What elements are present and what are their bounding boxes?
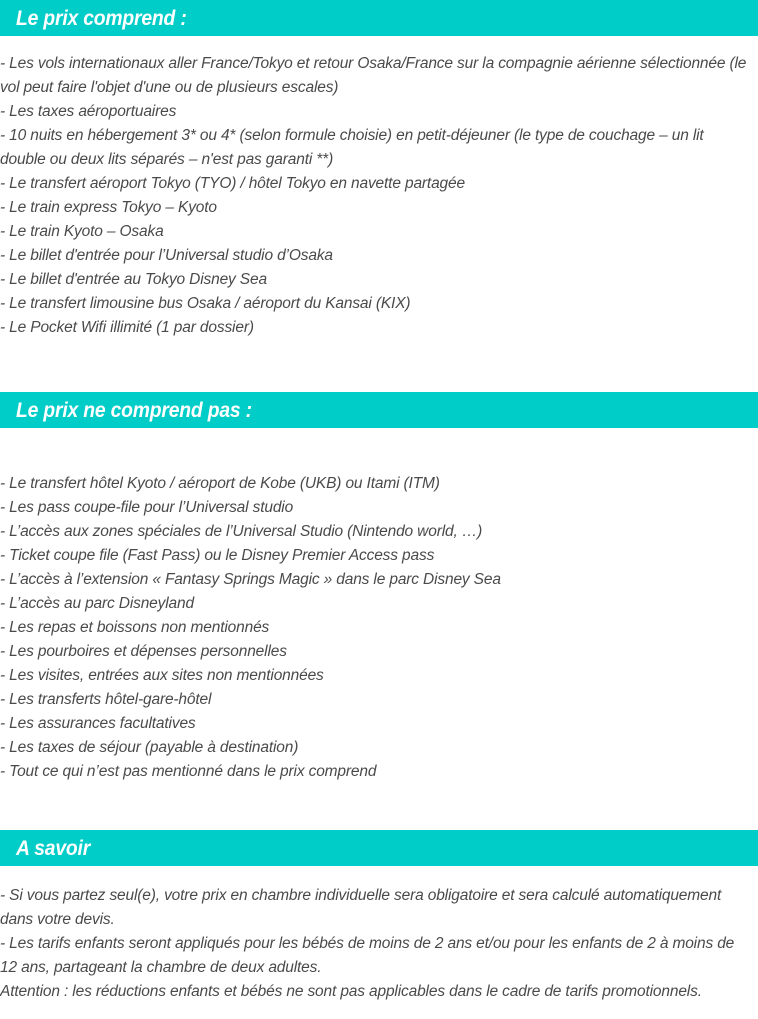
spacer bbox=[0, 784, 758, 830]
list-item: - L’accès à l’extension « Fantasy Springs Magic » dans le parc Disney Sea bbox=[0, 571, 501, 588]
list-item: - Ticket coupe file (Fast Pass) ou le Disney Premier Access pass bbox=[0, 547, 435, 564]
list-item: - Les transferts hôtel-gare-hôtel bbox=[0, 691, 212, 708]
section-body-good-to-know bbox=[0, 884, 758, 1004]
section-body-not-included bbox=[0, 472, 758, 784]
list-item: - Le train express Tokyo – Kyoto bbox=[0, 199, 217, 216]
section-body-included bbox=[0, 52, 758, 340]
list-item: - L’accès aux zones spéciales de l’Universal Studio (Nintendo world, …) bbox=[0, 523, 483, 540]
list-item: - Le billet d'entrée au Tokyo Disney Sea bbox=[0, 271, 267, 288]
section-header-included bbox=[0, 0, 758, 36]
list-item: - L’accès au parc Disneyland bbox=[0, 595, 194, 612]
list-item: - Le billet d'entrée pour l’Universal studio d’Osaka bbox=[0, 247, 333, 264]
section-header-good-to-know bbox=[0, 830, 758, 866]
list-item: - Le transfert limousine bus Osaka / aéroport du Kansai (KIX) bbox=[0, 295, 411, 312]
section-title-good-to-know: A savoir bbox=[16, 836, 91, 860]
list-item: - Tout ce qui n’est pas mentionné dans le prix comprend bbox=[0, 763, 377, 780]
list-item: - Les visites, entrées aux sites non mentionnées bbox=[0, 667, 324, 684]
list-item: - Les assurances facultatives bbox=[0, 715, 196, 732]
list-item: - Les pass coupe-file pour l’Universal studio bbox=[0, 499, 294, 516]
list-item: - Les repas et boissons non mentionnés bbox=[0, 619, 270, 636]
list-item: - Le transfert hôtel Kyoto / aéroport de Kobe (UKB) ou Itami (ITM) bbox=[0, 475, 440, 492]
included-list bbox=[0, 52, 758, 340]
paragraph: - Si vous partez seul(e), votre prix en chambre individuelle sera obligatoire et sera calculé automatiquement dans votre devis. bbox=[0, 887, 722, 928]
not-included-list bbox=[0, 472, 758, 784]
paragraph: - Les tarifs enfants seront appliqués pour les bébés de moins de 2 ans et/ou pour les enfants de 2 à moins de 12 ans, partageant la chambre de deux adultes. bbox=[0, 935, 735, 976]
list-item: - Le train Kyoto – Osaka bbox=[0, 223, 164, 240]
list-item: - 10 nuits en hébergement 3* ou 4* (selon formule choisie) en petit-déjeuner (le type de couchage – un lit double ou deux lits séparés – n'est pas garanti **) bbox=[0, 127, 704, 168]
list-item: - Le transfert aéroport Tokyo (TYO) / hôtel Tokyo en navette partagée bbox=[0, 175, 465, 192]
spacer bbox=[0, 340, 758, 392]
spacer bbox=[0, 36, 758, 52]
list-item: - Les pourboires et dépenses personnelles bbox=[0, 643, 287, 660]
list-item: - Les taxes aéroportuaires bbox=[0, 103, 177, 120]
list-item: - Les taxes de séjour (payable à destination) bbox=[0, 739, 299, 756]
paragraph: Attention : les réductions enfants et bébés ne sont pas applicables dans le cadre de tarifs promotionnels. bbox=[0, 983, 702, 1000]
list-item: - Les vols internationaux aller France/Tokyo et retour Osaka/France sur la compagnie aérienne sélectionnée (le vol peut faire l'objet d'une ou de plusieurs escales) bbox=[0, 55, 747, 96]
section-title-included: Le prix comprend : bbox=[16, 6, 187, 30]
section-title-not-included: Le prix ne comprend pas : bbox=[16, 398, 252, 422]
spacer bbox=[0, 428, 758, 472]
list-item: - Le Pocket Wifi illimité (1 par dossier) bbox=[0, 319, 254, 336]
section-header-not-included bbox=[0, 392, 758, 428]
spacer bbox=[0, 866, 758, 884]
